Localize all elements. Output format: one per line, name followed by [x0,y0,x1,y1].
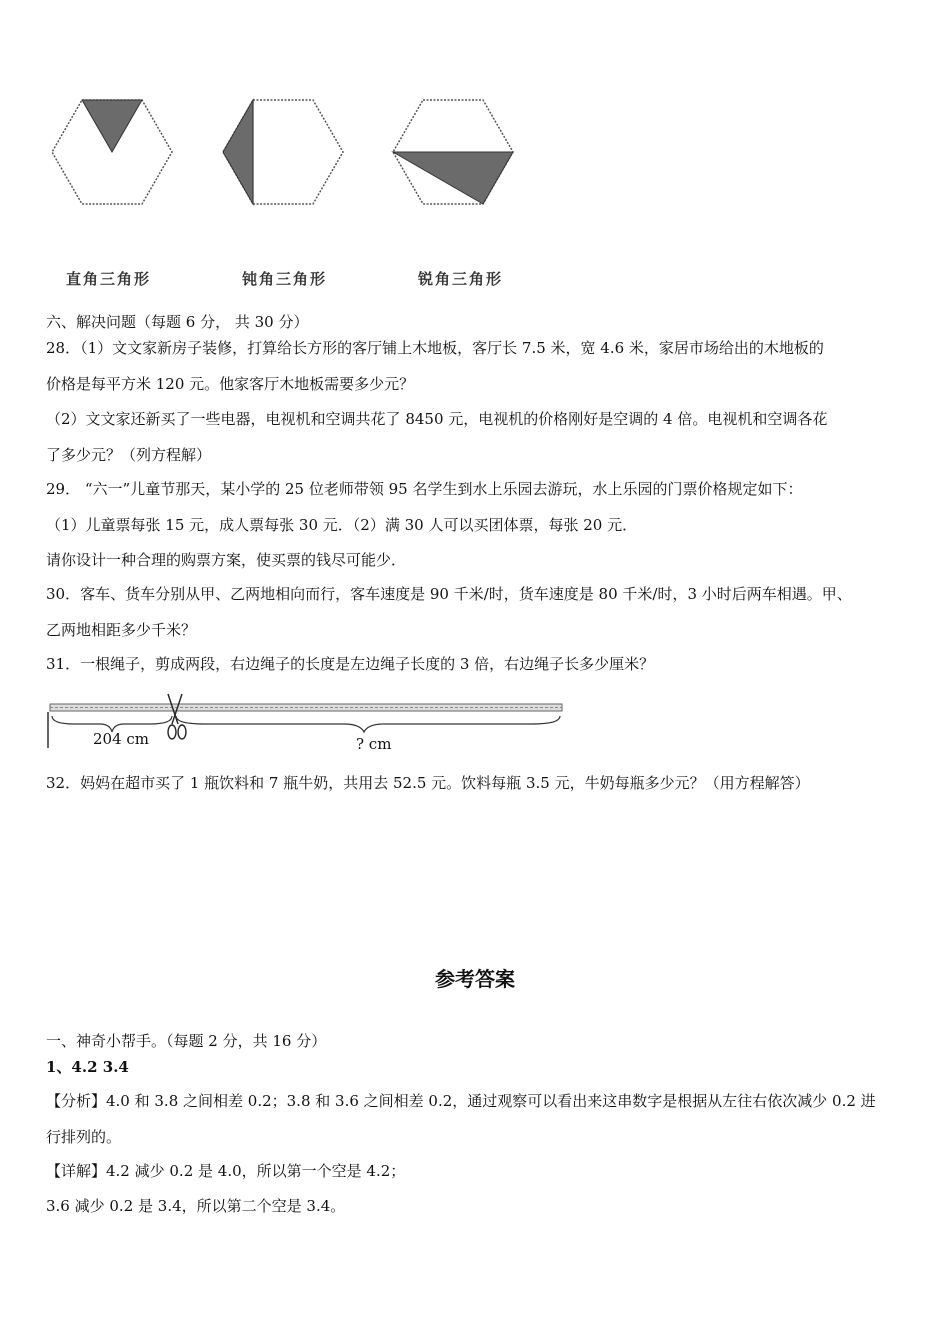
caption-right-triangle: 直角三角形 [66,270,152,288]
section6-heading: 六、解决问题（每题 6 分， 共 30 分） [46,313,309,331]
hexagon-acute-triangle [393,100,513,204]
answers-title: 参考答案 [435,967,515,991]
detail-line2: 3.6 减少 0.2 是 3.4，所以第二个空是 3.4。 [46,1197,346,1215]
q30-line2: 乙两地相距多少千米？ [46,621,197,639]
q28-part2-line1: （2）文文家还新买了一些电器，电视机和空调共花了 8450 元，电视机的价格刚好是空调的 4 倍。电视机和空调各花 [46,410,828,428]
scissors-icon [168,694,186,739]
caption-obtuse-triangle: 钝角三角形 [242,270,328,288]
hexagon-figures [40,90,530,220]
shaded-acute-triangle [393,152,513,204]
q28-part2-line2: 了多少元？（列方程解） [46,446,212,464]
rope-left-label: 204 cm [93,730,150,748]
hexagon-obtuse-triangle [223,100,343,204]
rope-right-label: ? cm [356,735,392,753]
q32-question: 32．妈妈在超市买了 1 瓶饮料和 7 瓶牛奶，共用去 52.5 元。饮料每瓶 3.5 元，牛奶每瓶多少元？（用方程解答） [46,774,810,792]
q30-line1: 30．客车、货车分别从甲、乙两地相向而行，客车速度是 90 千米/时，货车速度是 80 千米/时，3 小时后两车相遇。甲、 [46,585,852,603]
hexagon-right-triangle [52,100,172,204]
q28-part1-line1: 28．（1）文文家新房子装修，打算给长方形的客厅铺上木地板，客厅长 7.5 米，宽 4.6 米，家居市场给出的木地板的 [46,339,824,357]
answers-section1-heading: 一、神奇小帮手。（每题 2 分，共 16 分） [46,1032,327,1050]
caption-acute-triangle: 锐角三角形 [418,270,504,288]
analysis-line2: 行排列的。 [46,1128,122,1146]
answer-1: 1、4.2 3.4 [46,1058,129,1076]
detail-line1: 【详解】4.2 减少 0.2 是 4.0，所以第一个空是 4.2； [46,1162,406,1180]
analysis-line1: 【分析】4.0 和 3.8 之间相差 0.2；3.8 和 3.6 之间相差 0.2，通过观察可以看出来这串数字是根据从左往右依次减少 0.2 进 [46,1092,876,1110]
right-brace [176,716,560,732]
shaded-right-triangle [82,100,142,152]
q28-part1-line2: 价格是每平方米 120 元。他家客厅木地板需要多少元？ [46,375,415,393]
q29-line3: 请你设计一种合理的购票方案，使买票的钱尽可能少． [46,551,407,569]
q31-question: 31．一根绳子，剪成两段，右边绳子的长度是左边绳子长度的 3 倍，右边绳子长多少厘米？ [46,655,655,673]
q29-line1: 29． “六一”儿童节那天，某小学的 25 位老师带领 95 名学生到水上乐园去游玩，水上乐园的门票价格规定如下： [46,480,803,498]
shaded-obtuse-triangle [223,100,253,204]
q29-line2: （1）儿童票每张 15 元，成人票每张 30 元．（2）满 30 人可以买团体票，每张 20 元． [46,516,638,534]
